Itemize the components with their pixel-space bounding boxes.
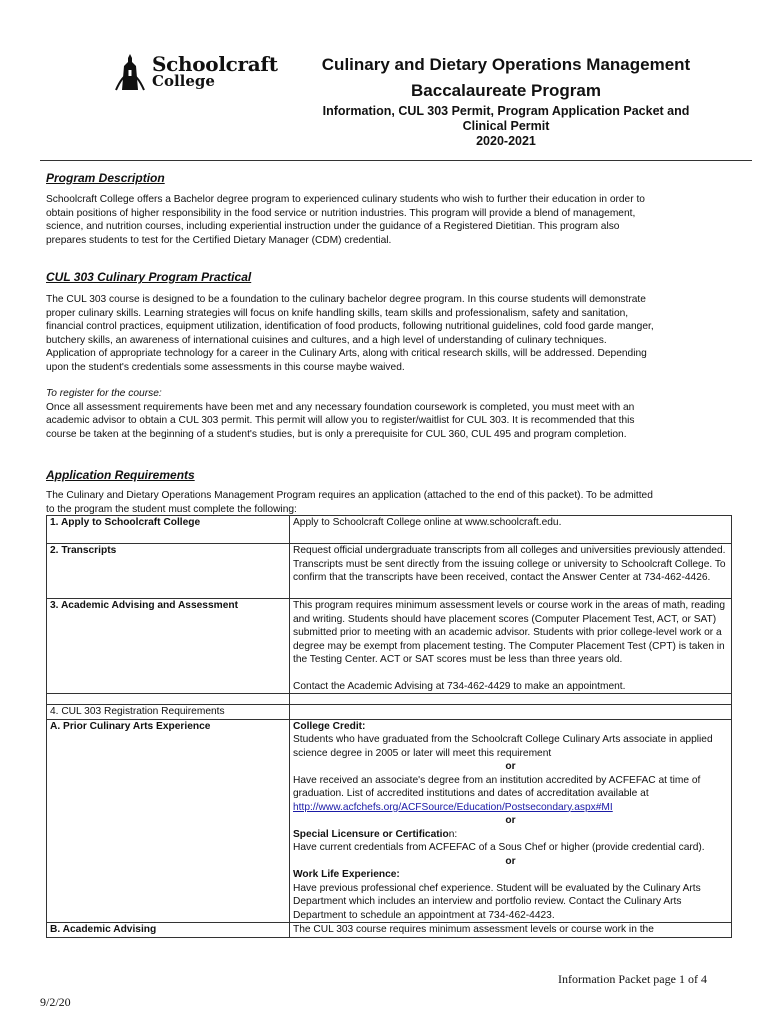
register-label: To register for the course: — [46, 388, 162, 399]
table-row — [47, 719, 732, 923]
text-line: Application of appropriate technology for a career in the Culinary Arts, along with critical research skills, will be addressed. Depending — [46, 348, 647, 359]
row-label: 3. Academic Advising and Assessment — [47, 599, 290, 694]
cul303-heading: CUL 303 Culinary Program Practical — [46, 270, 252, 284]
page-number: Information Packet page 1 of 4 — [558, 972, 707, 986]
acf-link[interactable]: http://www.acfchefs.org/ACFSource/Education/Postsecondary.aspx#MI — [293, 801, 613, 813]
row-label: A. Prior Culinary Arts Experience — [47, 719, 290, 923]
row-content — [290, 599, 732, 694]
schoolcraft-logo — [110, 52, 280, 92]
text-line: obtain positions of higher responsibility in the food service or nutrition industries. This program will provide a blend of management, — [46, 207, 636, 219]
acfef-text — [293, 774, 728, 815]
logo-name-line1: Schoolcraft — [152, 52, 278, 76]
licensure-heading: Special Licensure or Certificatio — [293, 828, 449, 840]
text-line: academic advisor to obtain a CUL 303 permit. This permit will allow you to register/waitlist for CUL 303. It is recommended that this — [46, 415, 635, 426]
subtitle-line1: Information, CUL 303 Permit, Program Application Packet and — [322, 104, 690, 118]
text-line: butchery skills, an awareness of international cuisines and cultures, and a high level of understanding of culinary techniques. — [46, 334, 607, 346]
table-row — [47, 599, 732, 694]
table-row — [47, 516, 732, 544]
licensure-heading-line — [293, 828, 728, 842]
program-description-heading: Program Description — [46, 171, 165, 185]
cul303-text — [46, 293, 726, 374]
licensure-text: Have current credentials from ACFEFAC of a Sous Chef or higher (provide credential card). — [293, 842, 705, 853]
table-row — [47, 923, 732, 938]
subtitle-line2: Clinical Permit — [462, 119, 550, 133]
work-heading: Work Life Experience: — [293, 869, 400, 880]
text-line: to the program the student must complete the following: — [46, 503, 297, 515]
row-content — [290, 719, 732, 923]
footer-date: 9/2/20 — [40, 995, 71, 1009]
acfef-body: Have received an associate's degree from an institution accredited by ACFEFAC at time of graduation. List of accredited institutions and dates of accreditation available at — [293, 774, 701, 799]
text-line: Once all assessment requirements have been met and any necessary foundation coursework is completed, you must meet with an — [46, 401, 635, 413]
row-label: 2. Transcripts — [47, 544, 290, 599]
logo-name-line2: College — [152, 72, 215, 90]
row-label: B. Academic Advising — [47, 923, 290, 938]
or-separator: or — [505, 815, 516, 826]
tower-icon — [112, 52, 148, 92]
requirements-table — [46, 515, 732, 938]
table-row — [47, 544, 732, 599]
text-line: prepares students to test for the Certified Dietary Manager (CDM) credential. — [46, 234, 392, 246]
row-text: This program requires minimum assessment levels or course work in the areas of math, reading and writing. Students should have placement scores (Computer Placement Test, ACT, or SAT) submitted prior to meeting with an academic advisor. Students with prior college-level work or a degree may be exempt from placement testing. The Computer Placement Test (CPT) is taken in the Testing Center. ACT or SAT scores must be less than three years old. — [293, 600, 726, 665]
credit-text: Students who have graduated from the Schoolcraft College Culinary Arts associate in applied science degree in 2005 or later will meet this requirement — [293, 734, 713, 759]
row-label: 4. CUL 303 Registration Requirements — [47, 705, 290, 720]
text-line: science, and nutrition courses, including experiential instruction under the guidance of a Registered Dietitian. This program also — [46, 221, 620, 232]
header-divider — [40, 160, 752, 161]
row-text: The CUL 303 course requires minimum assessment levels or course work in the — [290, 923, 732, 938]
text-line: The Culinary and Dietary Operations Management Program requires an application (attached to the end of this packet). To be admitted — [46, 490, 653, 501]
row-text: Request official undergraduate transcripts from all colleges and universities previously attended. Transcripts must be sent directly from the issuing college or university to Schoolcraft College. To confirm that the transcripts have been received, contact the Answer Center at 734-462-4426. — [290, 544, 732, 599]
row-text-empty — [290, 694, 732, 705]
row-label: 1. Apply to Schoolcraft College — [47, 516, 290, 544]
work-text: Have previous professional chef experience. Student will be evaluated by the Culinary Arts Department which includes an interview and portfolio review. Contact the Culinary Arts Department to schedule an appointment at 734-462-4423. — [293, 882, 701, 921]
row-text: Apply to Schoolcraft College online at www.schoolcraft.edu. — [290, 516, 732, 544]
page-title: Culinary and Dietary Operations Management — [321, 55, 691, 74]
program-description-text — [46, 193, 726, 247]
row-label-empty — [47, 694, 290, 705]
or-separator: or — [505, 855, 516, 867]
page-title-line2: Baccalaureate Program — [411, 81, 601, 100]
table-row — [47, 705, 732, 720]
register-text — [46, 387, 726, 441]
text-line: The CUL 303 course is designed to be a foundation to the culinary bachelor degree program. In this course students will demonstrate — [46, 294, 646, 305]
text-line: Schoolcraft College offers a Bachelor degree program to experienced culinary students who wish to further their education in order to — [46, 194, 645, 205]
text-line: upon the student's credentials some assessments in this course maybe waived. — [46, 361, 405, 373]
text-line: proper culinary skills. Learning strategies will focus on knife handling skills, team skills and professionalism, safety and sanitation, — [46, 307, 629, 319]
credit-heading: College Credit: — [293, 720, 366, 732]
text-line: financial control practices, equipment utilization, identification of food products, following nutritional guidelines, cold food garde manger, — [46, 321, 654, 332]
or-separator: or — [505, 761, 516, 772]
application-heading: Application Requirements — [46, 468, 195, 482]
text-line: course be taken at the beginning of a student's studies, but is only a prerequisite for CUL 360, CUL 495 and program completion. — [46, 428, 627, 440]
application-intro — [46, 489, 726, 516]
page-subtitle — [300, 104, 712, 149]
subtitle-year: 2020-2021 — [476, 134, 536, 148]
licensure-heading-end: n: — [448, 828, 458, 840]
row-contact: Contact the Academic Advising at 734-462-4429 to make an appointment. — [293, 680, 626, 692]
row-text-empty — [290, 705, 732, 720]
table-row — [47, 694, 732, 705]
